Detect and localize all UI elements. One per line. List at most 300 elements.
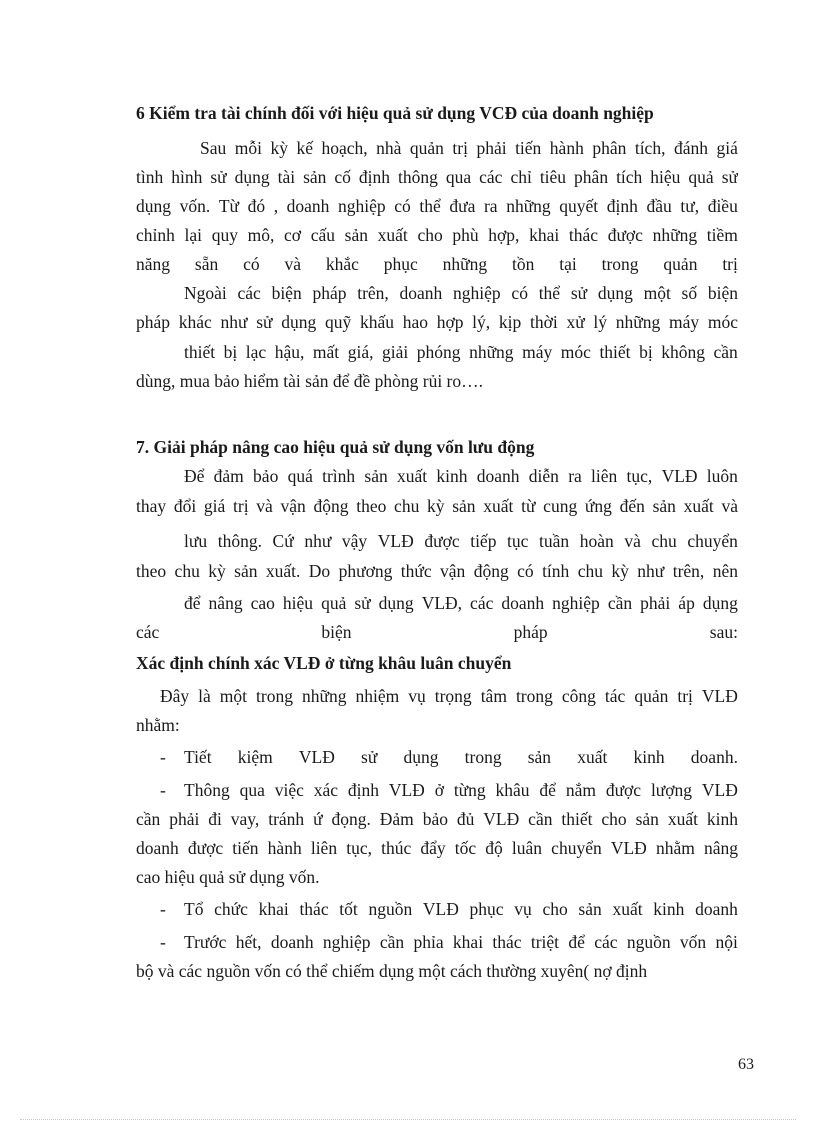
word: ra	[483, 196, 498, 216]
word: kỳ	[611, 561, 629, 581]
word: nhà	[376, 138, 402, 158]
word: được	[187, 838, 224, 858]
word: doanh	[136, 838, 179, 858]
word: VLĐ	[377, 531, 414, 551]
word: cần	[379, 932, 405, 952]
word: tránh	[268, 809, 305, 829]
word: doanh	[286, 196, 330, 216]
word: vay,	[230, 809, 260, 829]
section-6-p2-line-1	[184, 278, 738, 308]
word: Ngoài	[184, 283, 227, 303]
word: VLĐ	[422, 899, 459, 919]
word: móc	[560, 342, 591, 362]
word: đến	[619, 496, 645, 516]
word: nghiệp	[338, 196, 386, 216]
word: từng	[453, 780, 486, 800]
word: công	[561, 686, 596, 706]
word: xuất	[667, 809, 698, 829]
bullet-2-line-4: cao hiệu quả sử dụng vốn.	[136, 867, 320, 887]
word: xuất	[612, 899, 643, 919]
word: nâng	[208, 593, 243, 613]
word: được	[605, 780, 642, 800]
word: giải	[382, 342, 409, 362]
bullet-dash-1: -	[160, 747, 166, 767]
word: các	[479, 167, 503, 187]
word: VLĐ	[661, 466, 698, 486]
word: cần	[136, 809, 161, 829]
word: cần	[713, 342, 738, 362]
word: sản	[303, 167, 327, 187]
word: dụng	[281, 312, 317, 332]
word: VLĐ,	[421, 593, 463, 613]
word: nhằm	[655, 838, 695, 858]
word: hoàn	[579, 531, 614, 551]
word: quản	[634, 686, 669, 706]
word: bị	[223, 342, 238, 362]
word: Sau	[200, 138, 227, 158]
word: vốn.	[179, 196, 211, 216]
word: kinh	[653, 899, 685, 919]
word: phương	[338, 561, 393, 581]
section-7-p1-line-4	[136, 556, 738, 586]
word: thác	[492, 932, 522, 952]
word: thác	[568, 225, 599, 245]
word: Để	[184, 466, 205, 486]
word: sản	[578, 899, 602, 919]
word: khấu	[359, 312, 394, 332]
word: chuyển	[551, 838, 602, 858]
word: vận	[440, 561, 466, 581]
word: kinh	[706, 809, 738, 829]
word: sản	[234, 561, 258, 581]
word: hiệu	[650, 167, 681, 187]
section-7-p1-line-5	[184, 588, 738, 618]
word: trong	[515, 686, 553, 706]
word: VLĐ	[298, 747, 335, 767]
word: từ	[521, 496, 536, 516]
section-6-heading: 6 Kiểm tra tài chính đối với hiệu quả sử dụng VCĐ của doanh nghiệp	[136, 103, 654, 123]
word: một	[643, 283, 671, 303]
word: mất	[312, 342, 340, 362]
word: tục,	[626, 466, 653, 486]
word: đi	[208, 809, 222, 829]
word: hình	[171, 167, 203, 187]
word: lại	[184, 225, 203, 245]
word: các	[237, 283, 261, 303]
word: đổi	[173, 496, 197, 516]
word: cao	[250, 593, 275, 613]
word: và	[721, 496, 738, 516]
word: Tổ	[184, 899, 204, 919]
word: trên,	[357, 283, 389, 303]
word: thúc	[381, 838, 412, 858]
word: móc	[707, 312, 738, 332]
word: máy	[668, 312, 700, 332]
word: có	[394, 196, 411, 216]
word: khai	[258, 899, 289, 919]
word: VLĐ	[701, 780, 738, 800]
section-6-p1-line-1	[200, 133, 738, 163]
word: tiềm	[706, 225, 738, 245]
bullet-2-line-3	[136, 833, 738, 863]
word: ở	[434, 780, 444, 800]
word: kinh	[633, 747, 665, 767]
section-6-p2-line-4: dùng, mua bảo hiểm tài sản để đề phòng rủi ro….	[136, 371, 484, 391]
word: phân	[574, 167, 609, 187]
section-6-p2-line-2	[136, 307, 738, 337]
word: khâu	[495, 780, 530, 800]
word: doanh	[695, 899, 738, 919]
word: pháp	[513, 622, 548, 642]
footer-divider	[20, 1119, 796, 1120]
word: và	[256, 496, 273, 516]
word: trị	[452, 138, 468, 158]
word: nghiệp	[322, 932, 371, 952]
word: thức	[400, 561, 432, 581]
word: đầu	[646, 196, 672, 216]
word: pháp	[312, 283, 347, 303]
page-number: 63	[738, 1056, 754, 1073]
word: ,	[273, 196, 279, 216]
word: xuất	[683, 496, 714, 516]
word: biện	[321, 622, 352, 642]
word: thiết	[561, 809, 593, 829]
word: như	[637, 561, 665, 581]
bullet-2-line-1	[184, 775, 738, 805]
word: vụ	[514, 899, 532, 919]
word: đọng.	[331, 809, 371, 829]
word: qua	[239, 780, 265, 800]
subheading-vld-each-stage: Xác định chính xác VLĐ ở từng khâu luân chuyển	[136, 653, 512, 673]
bullet-3-text	[184, 894, 738, 924]
word: những	[301, 686, 347, 706]
word: trị	[677, 686, 693, 706]
word: động	[313, 496, 349, 516]
bullet-2-line-2	[136, 804, 738, 834]
word: hợp,	[488, 225, 520, 245]
word: chuyển	[687, 531, 738, 551]
word: lưu	[184, 531, 208, 551]
word: luân	[511, 838, 543, 858]
word: mô,	[247, 225, 275, 245]
word: sau:	[709, 622, 738, 642]
word: ứng	[584, 496, 612, 516]
word: nghiệp	[453, 283, 501, 303]
word: hành	[267, 838, 302, 858]
word: để	[539, 780, 556, 800]
word: biện	[707, 283, 738, 303]
word: Từ	[218, 196, 239, 216]
word: mỗi	[234, 138, 262, 158]
word: như	[220, 312, 248, 332]
word: phải	[169, 809, 200, 829]
word: phải	[640, 593, 671, 613]
word: nắm	[565, 780, 596, 800]
word: chỉnh	[136, 225, 175, 245]
word: các	[136, 622, 160, 642]
section-6-p1-line-2	[136, 162, 738, 192]
section-7-heading: 7. Giải pháp nâng cao hiệu quả sử dụng vốn lưu động	[136, 437, 535, 457]
word: cho	[542, 899, 568, 919]
word: định	[606, 196, 638, 216]
word: nội	[715, 932, 738, 952]
word: là	[198, 686, 211, 706]
word: và	[624, 531, 641, 551]
word: cho	[601, 809, 627, 829]
word: những	[442, 254, 488, 274]
section-6-p1-line-3	[136, 191, 738, 221]
word: xác	[313, 780, 339, 800]
word: kiệm	[237, 747, 273, 767]
word: hoạch,	[321, 138, 368, 158]
word: biện	[271, 283, 302, 303]
word: lý	[593, 312, 608, 332]
word: xuất.	[265, 561, 301, 581]
word: sản	[452, 496, 476, 516]
word: máy	[522, 342, 553, 362]
word: doanh	[399, 283, 443, 303]
word: khai	[452, 932, 484, 952]
word: luôn	[706, 466, 738, 486]
word: đưa	[449, 196, 476, 216]
word: phù	[452, 225, 479, 245]
word: xuất	[397, 466, 428, 486]
word: bảo	[422, 809, 448, 829]
section-7-p2-line-2: nhằm:	[136, 715, 180, 735]
word: tích,	[634, 138, 666, 158]
word: kỳ	[208, 561, 226, 581]
word: sẵn	[194, 254, 219, 274]
word: năng	[136, 254, 171, 274]
section-7-p1-line-6	[136, 617, 738, 647]
word: doanh	[476, 466, 520, 486]
word: không	[661, 342, 705, 362]
word: tài	[277, 167, 296, 187]
word: xuất	[483, 496, 514, 516]
word: trong	[256, 686, 293, 706]
word: tiếp	[470, 531, 497, 551]
word: VLĐ	[388, 780, 425, 800]
word: đảm	[213, 466, 244, 486]
word: tiêu	[539, 167, 567, 187]
word: quản	[409, 138, 444, 158]
word: pháp	[136, 312, 171, 332]
word: tiến	[515, 138, 542, 158]
word: cố	[334, 167, 351, 187]
word: thác	[299, 899, 329, 919]
word: cấu	[310, 225, 335, 245]
word: có	[511, 283, 528, 303]
word: sử	[354, 593, 371, 613]
word: xử	[566, 312, 585, 332]
word: vụ	[408, 686, 426, 706]
word: quả	[321, 593, 347, 613]
word: tốc	[454, 838, 477, 858]
word: ra	[568, 466, 582, 486]
word: nghiệp	[552, 593, 600, 613]
word: tình	[136, 167, 164, 187]
word: hết,	[235, 932, 262, 952]
word: Thông	[184, 780, 230, 800]
word: khắc	[325, 254, 359, 274]
word: có	[517, 561, 534, 581]
word: nguồn	[368, 899, 413, 919]
word: sản	[652, 496, 676, 516]
word: thời	[529, 312, 558, 332]
section-6-p1-line-4	[136, 220, 738, 250]
word: liên	[310, 838, 338, 858]
word: khai	[529, 225, 560, 245]
word: dụng	[136, 196, 171, 216]
word: có	[243, 254, 260, 274]
word: sử	[361, 747, 378, 767]
word: dụng	[403, 747, 439, 767]
word: phục	[469, 899, 504, 919]
word: trình	[322, 466, 356, 486]
word: hiệu	[282, 593, 314, 613]
word: trị	[722, 254, 738, 274]
bullet-4-line-1	[184, 927, 738, 957]
word: VLĐ	[483, 809, 520, 829]
word: như	[304, 531, 332, 551]
word: việc	[274, 780, 304, 800]
word: thông.	[217, 531, 262, 551]
word: những	[652, 225, 698, 245]
word: cung	[543, 496, 578, 516]
word: quy	[211, 225, 238, 245]
word: kế	[296, 138, 313, 158]
word: Tiết	[184, 747, 212, 767]
word: bị	[639, 342, 653, 362]
word: tích	[616, 167, 643, 187]
word: nguồn	[626, 932, 671, 952]
word: độ	[485, 838, 503, 858]
word: cần	[528, 809, 553, 829]
word: VLĐ	[610, 838, 647, 858]
word: dụng	[597, 283, 633, 303]
word: chu	[577, 561, 603, 581]
word: hành	[549, 138, 584, 158]
word: đánh	[673, 138, 708, 158]
word: doanh	[270, 932, 314, 952]
word: sản	[364, 466, 388, 486]
word: Trước	[184, 932, 227, 952]
word: cho	[417, 225, 443, 245]
word: trên,	[672, 561, 705, 581]
section-6-p2-line-3	[184, 337, 738, 367]
word: những	[469, 342, 514, 362]
word: doanh.	[690, 747, 738, 767]
word: các	[470, 593, 494, 613]
word: tính	[542, 561, 570, 581]
word: cơ	[284, 225, 302, 245]
word: liên	[591, 466, 618, 486]
word: qua	[445, 167, 472, 187]
word: kinh	[436, 466, 468, 486]
word: triệt	[530, 932, 560, 952]
word: thay	[136, 496, 167, 516]
word: Đảm	[379, 809, 414, 829]
word: đó	[247, 196, 266, 216]
word: xuất	[577, 747, 608, 767]
word: theo	[136, 561, 167, 581]
word: giá	[716, 138, 738, 158]
word: định	[358, 167, 391, 187]
word: nâng	[703, 838, 738, 858]
word: chức	[214, 899, 248, 919]
word: phục	[383, 254, 418, 274]
word: phỉa	[413, 932, 444, 952]
word: nên	[712, 561, 738, 581]
word: sử	[256, 312, 273, 332]
section-7-p1-line-2	[136, 491, 738, 521]
word: hậu,	[274, 342, 305, 362]
word: dụng	[378, 593, 414, 613]
word: VLĐ	[701, 686, 738, 706]
word: doanh	[501, 593, 545, 613]
word: tồn	[512, 254, 535, 274]
word: giá,	[347, 342, 374, 362]
word: trọng	[434, 686, 472, 706]
word: được	[424, 531, 460, 551]
word: nhiệm	[355, 686, 400, 706]
word: kỳ	[270, 138, 288, 158]
word: tục,	[346, 838, 372, 858]
word: vận	[280, 496, 306, 516]
word: phóng	[416, 342, 461, 362]
word: tốt	[339, 899, 358, 919]
word: đủ	[456, 809, 475, 829]
word: dụng	[702, 593, 738, 613]
word: chỉ	[510, 167, 532, 187]
word: theo	[356, 496, 387, 516]
word: được	[607, 225, 643, 245]
word: đẩy	[420, 838, 446, 858]
word: sử	[570, 283, 588, 303]
bullet-4-line-2: bộ và các nguồn vốn có thể chiếm dụng một cách thường xuyên( nợ định	[136, 961, 648, 981]
word: diễn	[528, 466, 559, 486]
bullet-dash-4: -	[160, 932, 166, 952]
word: sử	[210, 167, 227, 187]
word: chu	[394, 496, 420, 516]
word: khác	[178, 312, 212, 332]
word: vốn	[679, 932, 707, 952]
word: trị	[233, 496, 249, 516]
word: bảo	[253, 466, 279, 486]
word: hao	[402, 312, 428, 332]
word: lý,	[472, 312, 491, 332]
word: phân	[592, 138, 627, 158]
word: quỹ	[324, 312, 352, 332]
section-7-p2-line-1	[160, 681, 738, 711]
word: sản	[635, 809, 659, 829]
word: xuất	[377, 225, 408, 245]
word: những	[615, 312, 661, 332]
word: vậy	[341, 531, 368, 551]
word: thiết	[184, 342, 216, 362]
word: tiến	[232, 838, 259, 858]
bullet-1-text	[184, 742, 738, 772]
word: thiết	[599, 342, 631, 362]
word: tâm	[480, 686, 507, 706]
bullet-dash-2: -	[160, 780, 166, 800]
word: cần	[607, 593, 633, 613]
word: số	[681, 283, 698, 303]
word: quyết	[559, 196, 599, 216]
word: kỳ	[427, 496, 445, 516]
word: thể	[419, 196, 441, 216]
word: trong	[464, 747, 502, 767]
